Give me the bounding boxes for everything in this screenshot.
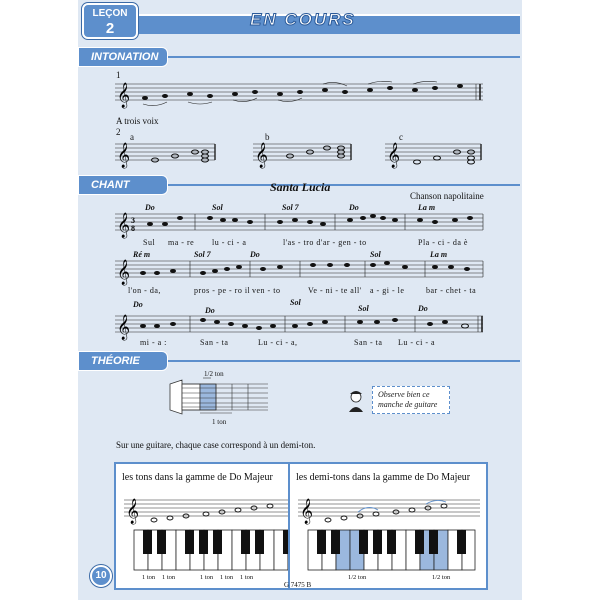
tone-label: 1 ton — [220, 574, 234, 581]
lyric: San - ta — [354, 338, 383, 347]
chord-label: Do — [133, 300, 143, 309]
song-subtitle: Chanson napolitaine — [410, 191, 484, 201]
lyric: Lu - ci - a, — [258, 338, 298, 347]
chord-label: Sol — [358, 304, 369, 313]
lyric: Lu - ci - a — [398, 338, 436, 347]
chord-label: La m — [418, 203, 436, 212]
svg-text:𝄞: 𝄞 — [117, 315, 131, 340]
lyric: Pla - ci - da è — [418, 238, 468, 247]
svg-text:𝄞: 𝄞 — [117, 260, 131, 285]
exercise-sub-b: b — [265, 132, 270, 142]
exercise-sub-a: a — [130, 132, 134, 142]
song-staff-2 — [115, 257, 485, 283]
svg-text:𝄞: 𝄞 — [117, 213, 131, 238]
tones-panel — [114, 462, 314, 590]
intonation-staff-2 — [115, 140, 485, 170]
svg-text:𝄞: 𝄞 — [255, 143, 269, 168]
panel-staff — [124, 496, 308, 522]
chord-label: Do — [418, 304, 428, 313]
intonation-staff-1 — [115, 80, 485, 110]
piano-keyboard — [308, 530, 476, 572]
song-staff-3 — [115, 312, 485, 338]
svg-text:𝄞: 𝄞 — [126, 499, 140, 524]
exercise-number: 2 — [116, 127, 121, 137]
lyric: Sul — [143, 238, 156, 247]
panel-staff — [298, 496, 482, 522]
section-divider — [168, 184, 520, 186]
half-tone-label: 1/2 ton — [204, 370, 224, 378]
chord-label: Sol — [370, 250, 381, 259]
chord-label: Ré m — [133, 250, 151, 259]
tone-label: 1 ton — [212, 418, 227, 426]
page-title: EN COURS — [250, 10, 356, 29]
lyric: Ve - ni - te all' — [308, 286, 362, 295]
half-tone-label: 1/2 ton — [348, 574, 367, 581]
reference-code: G 7475 B — [284, 581, 312, 589]
tone-label: 1 ton — [200, 574, 214, 581]
tone-label: 1 ton — [162, 574, 176, 581]
section-divider — [168, 360, 520, 362]
song-title: Santa Lucia — [270, 180, 331, 194]
panel-title: les tons dans la gamme de Do Majeur — [122, 472, 273, 483]
page-number: 10 — [90, 565, 112, 587]
exercise-number: 1 — [116, 70, 121, 80]
svg-text:𝄞: 𝄞 — [117, 143, 131, 168]
lyric: l'on - da, — [128, 286, 161, 295]
tone-label: 1 ton — [240, 574, 254, 581]
lyric: a - gi - le — [370, 286, 405, 295]
lyric: mi - a : — [140, 338, 167, 347]
lyric: ma - re — [168, 238, 195, 247]
song-staff-1 — [115, 210, 485, 236]
three-voices-label: A trois voix — [116, 116, 159, 126]
exercise-sub-c: c — [399, 132, 403, 142]
observe-note: Observe bien ce manche de guitare — [372, 386, 450, 414]
chord-label: Do — [145, 203, 155, 212]
chord-label: Sol — [290, 298, 301, 307]
lesson-word: LEÇON — [92, 8, 128, 19]
half-tones-panel — [288, 462, 488, 590]
chord-label: La m — [430, 250, 448, 259]
panel-title: les demi-tons dans la gamme de Do Majeur — [296, 472, 471, 483]
chord-label: Sol 7 — [194, 250, 211, 259]
chord-label: Sol 7 — [282, 203, 299, 212]
lesson-number: 2 — [105, 20, 115, 37]
chord-label: Do — [250, 250, 260, 259]
svg-text:3: 3 — [131, 216, 135, 225]
theory-caption: Sur une guitare, chaque case correspond à un demi-ton. — [116, 440, 316, 450]
section-chant: CHANT — [78, 175, 168, 195]
lyric: ven - to — [252, 286, 281, 295]
section-intonation: INTONATION — [78, 47, 168, 67]
treble-clef-icon: 𝄞 — [117, 83, 131, 108]
lyric: lu - ci - a — [212, 238, 247, 247]
svg-text:𝄞: 𝄞 — [300, 499, 314, 524]
chord-label: Do — [205, 306, 215, 315]
chord-label: Do — [349, 203, 359, 212]
chord-label: Sol — [212, 203, 223, 212]
guitar-neck-diagram — [168, 378, 288, 418]
lyric: pros - pe - ro il — [194, 286, 251, 295]
section-divider — [168, 56, 520, 58]
lyric: l'as - tro d'ar - gen - to — [283, 238, 367, 247]
half-tone-label: 1/2 ton — [432, 574, 451, 581]
section-theorie: THÉORIE — [78, 351, 168, 371]
lyric: San - ta — [200, 338, 229, 347]
tone-label: 1 ton — [142, 574, 156, 581]
piano-keyboard — [134, 530, 302, 572]
lyric: bar - chet - ta — [426, 286, 477, 295]
svg-text:𝄞: 𝄞 — [387, 143, 401, 168]
guitarist-icon — [344, 388, 368, 414]
svg-text:8: 8 — [131, 224, 135, 233]
lesson-badge — [82, 3, 138, 39]
